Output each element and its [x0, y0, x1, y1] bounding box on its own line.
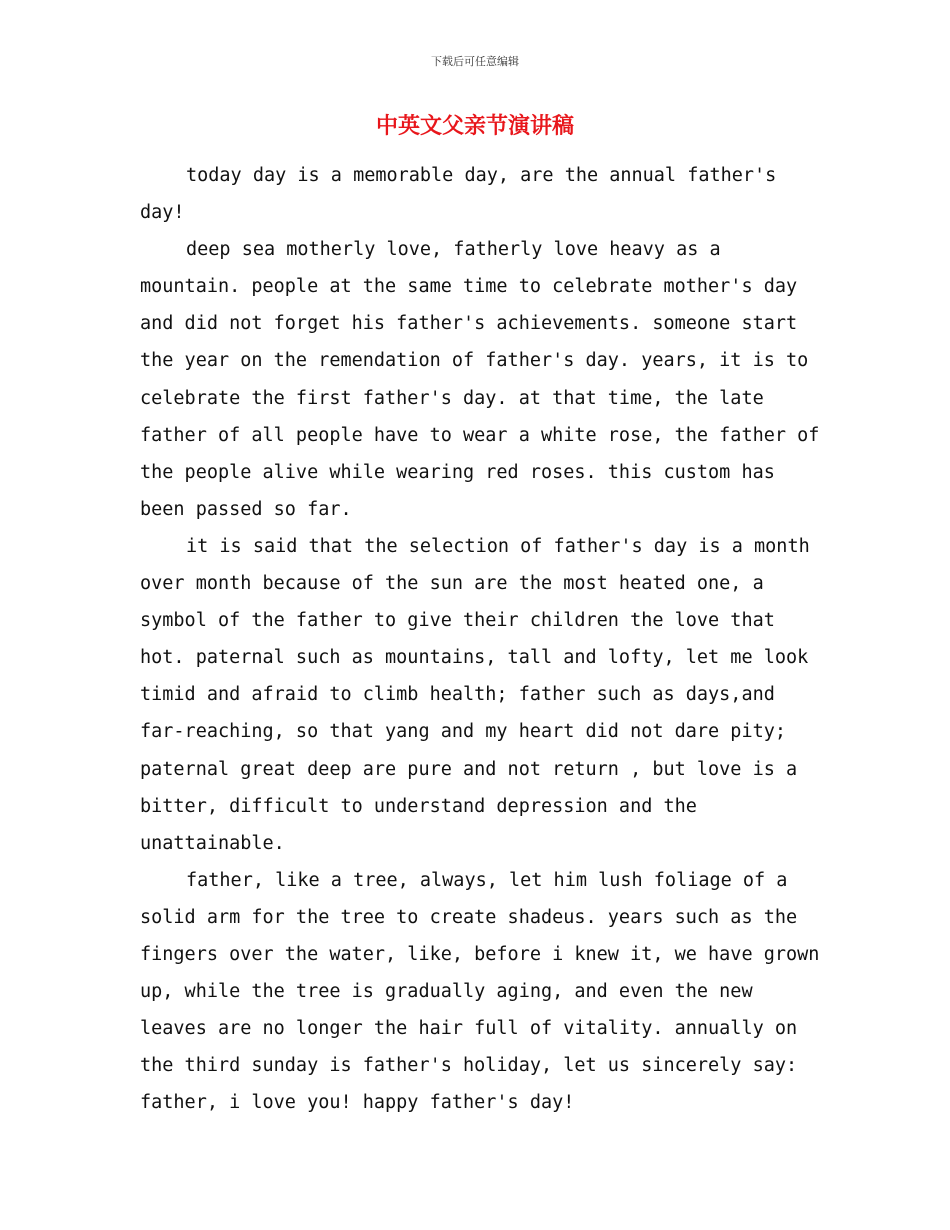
text-line: been passed so far. — [140, 498, 352, 520]
paragraph — [140, 862, 820, 1122]
text-line: father, like a tree, always, let him lush foliage of a — [186, 869, 788, 891]
text-line: today day is a memorable day, are the annual father's — [186, 165, 777, 186]
text-line: timid and afraid to climb health; father such as days,and — [140, 684, 775, 706]
text-line: the people alive while wearing red roses. this custom has — [140, 461, 775, 483]
text-line: day! — [140, 202, 185, 224]
text-line: mountain. people at the same time to celebrate mother's day — [140, 276, 798, 298]
text-line: up, while the tree is gradually aging, and even the new — [140, 981, 753, 1003]
text-line: deep sea motherly love, fatherly love heavy as a — [186, 239, 721, 261]
text-line: over month because of the sun are the most heated one, a — [140, 573, 764, 595]
text-line: father of all people have to wear a white rose, the father of — [140, 424, 820, 446]
text-line: solid arm for the tree to create shadeus. years such as the — [140, 906, 798, 928]
text-line: hot. paternal such as mountains, tall and lofty, let me look — [140, 647, 809, 669]
text-line: celebrate the first father's day. at that time, the late — [140, 387, 764, 409]
text-line: symbol of the father to give their children the love that — [140, 610, 775, 632]
text-line: bitter, difficult to understand depression and the — [140, 795, 697, 817]
text-line: leaves are no longer the hair full of vitality. annually on — [140, 1018, 798, 1040]
page-title: 中英文父亲节演讲稿 — [375, 114, 574, 139]
paragraph — [140, 231, 820, 528]
text-line: paternal great deep are pure and not return , but love is a — [140, 758, 798, 780]
text-line: it is said that the selection of father's day is a month — [186, 535, 810, 557]
header-note: 下载后可任意编辑 — [431, 55, 519, 68]
text-line: and did not forget his father's achievements. someone start — [140, 313, 798, 335]
paragraph — [140, 528, 812, 862]
paragraph — [140, 157, 812, 231]
text-line: the year on the remendation of father's day. years, it is to — [140, 350, 809, 372]
text-line: far-reaching, so that yang and my heart did not dare pity; — [140, 721, 787, 743]
text-line: unattainable. — [140, 832, 285, 854]
text-line: the third sunday is father's holiday, let us sincerely say: — [140, 1055, 798, 1077]
text-line: fingers over the water, like, before i knew it, we have grown — [140, 943, 820, 965]
text-line: father, i love you! happy father's day! — [140, 1092, 575, 1114]
document-body — [140, 157, 820, 1121]
